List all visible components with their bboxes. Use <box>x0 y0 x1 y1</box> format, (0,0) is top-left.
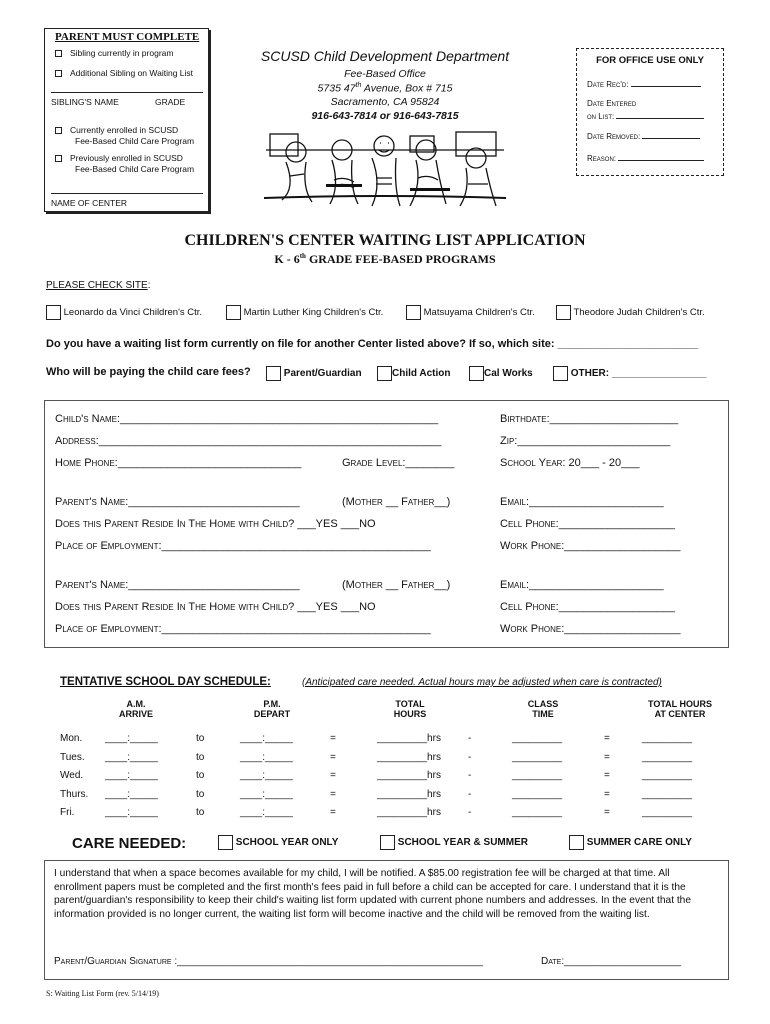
sibling-program-checkbox[interactable] <box>55 50 62 57</box>
arrive-time-field[interactable]: ____:_____ <box>105 733 158 744</box>
schedule-day-label: Wed. <box>60 770 84 781</box>
depart-time-field[interactable]: ____:_____ <box>240 751 293 763</box>
depart-time-field[interactable]: ____:_____ <box>240 788 293 800</box>
class-time-field[interactable]: _________ <box>512 733 563 744</box>
office-city: Sacramento, CA 95824 <box>330 95 440 108</box>
total-hours-field[interactable]: _________hrs <box>377 733 441 744</box>
divider <box>51 92 203 93</box>
zip-field[interactable]: Zip:_________________________ <box>500 435 671 447</box>
parent-1-name-field[interactable]: Parent's Name:____________________________ <box>55 496 300 508</box>
hours-at-center-field[interactable]: _________ <box>642 770 693 781</box>
minus-sign: - <box>468 788 472 800</box>
hours-at-center-field[interactable]: _________ <box>642 788 693 800</box>
payer-checkbox[interactable] <box>266 366 281 381</box>
schedule-title: TENTATIVE SCHOOL DAY SCHEDULE: <box>60 676 271 688</box>
currently-enrolled-label-2: Fee-Based Child Care Program <box>75 136 195 146</box>
site-checkbox[interactable] <box>226 305 241 320</box>
total-hours-field[interactable]: _________hrs <box>377 751 441 763</box>
care-option-summer-only[interactable]: SUMMER CARE ONLY <box>569 835 692 850</box>
hours-at-center-field[interactable]: _________ <box>642 733 693 744</box>
to-label: to <box>196 770 205 781</box>
payer-checkbox[interactable] <box>553 366 568 381</box>
arrive-time-field[interactable]: ____:_____ <box>105 770 158 781</box>
schedule-header-total-hours: TOTAL HOURS <box>393 699 427 719</box>
total-hours-field[interactable]: _________hrs <box>377 807 441 818</box>
waiting-list-question[interactable]: Do you have a waiting list form currently on file for another Center listed above? If so, which site: _______________________ <box>46 338 699 350</box>
payer-option-cal-works[interactable]: Cal Works <box>469 366 533 381</box>
parent-1-cell-field[interactable]: Cell Phone:___________________ <box>500 518 675 530</box>
equals-sign: = <box>604 751 610 763</box>
schedule-header-depart: P.M. DEPART <box>253 699 291 719</box>
date-entered-label: Date Entered <box>587 99 637 108</box>
site-option-matsuyama[interactable]: Matsuyama Children's Ctr. <box>406 305 535 320</box>
care-checkbox[interactable] <box>218 835 233 850</box>
schedule-day-label: Tues. <box>60 751 85 763</box>
parent-2-name-field[interactable]: Parent's Name:____________________________ <box>55 579 300 591</box>
class-time-field[interactable]: _________ <box>512 770 563 781</box>
page-title: CHILDREN'S CENTER WAITING LIST APPLICATION <box>184 232 586 249</box>
schedule-day-label: Fri. <box>60 807 75 818</box>
agreement-text: I understand that when a space becomes available for my child, I will be notified. A $85.00 registration fee will be charged at that time. All enrollment papers must be completed and the first month's fees paid in full before a child can be accepted for care. I understand that it is the parent/guardian's responsibility to keep their child's waiting list form updated with current phone numbers and addresses. In the event that the information provided is no longer current, the waiting list form will become inactive and the child will be removed from the waiting list. <box>54 868 692 920</box>
site-option-mlk[interactable]: Martin Luther King Children's Ctr. <box>226 305 383 320</box>
site-option-da-vinci[interactable]: Leonardo da Vinci Children's Ctr. <box>46 305 202 320</box>
site-checkbox[interactable] <box>46 305 61 320</box>
child-name-field[interactable]: Child's Name:____________________________________________________ <box>55 413 439 425</box>
payer-checkbox[interactable] <box>377 366 392 381</box>
office-use-title: FOR OFFICE USE ONLY <box>596 55 704 66</box>
form-revision-footer: S: Waiting List Form (rev. 5/14/19) <box>46 989 159 998</box>
currently-enrolled-checkbox[interactable] <box>55 127 62 134</box>
grade-label: GRADE <box>155 97 186 107</box>
children-illustration <box>260 128 510 212</box>
care-checkbox[interactable] <box>380 835 395 850</box>
equals-sign: = <box>604 807 610 818</box>
paying-question: Who will be paying the child care fees? <box>46 366 251 378</box>
equals-sign: = <box>604 770 610 781</box>
previously-enrolled-option[interactable]: Previously enrolled in SCUSD <box>55 153 183 163</box>
date-received-field[interactable]: Date Rec'd: <box>587 77 701 89</box>
school-year-field[interactable]: School Year: 20___ - 20___ <box>500 457 640 469</box>
schedule-day-label: Thurs. <box>60 788 89 800</box>
arrive-time-field[interactable]: ____:_____ <box>105 788 158 800</box>
department-header <box>230 48 540 122</box>
site-label: PLEASE CHECK SITE: <box>46 280 151 291</box>
parent-2-work-phone-field[interactable]: Work Phone:___________________ <box>500 623 681 635</box>
office-phone: 916-643-7814 or 916-643-7815 <box>311 109 459 122</box>
parent-2-reside-field[interactable]: Does this Parent Reside In The Home with Child? ___YES ___NO <box>55 601 376 613</box>
equals-sign: = <box>604 788 610 800</box>
class-time-field[interactable]: _________ <box>512 807 563 818</box>
name-of-center-label: NAME OF CENTER <box>51 198 128 208</box>
parent-2-cell-field[interactable]: Cell Phone:___________________ <box>500 601 675 613</box>
schedule-header-class-time: CLASS TIME <box>527 699 559 719</box>
schedule-header-total-at-center: TOTAL HOURS AT CENTER <box>647 699 712 719</box>
to-label: to <box>196 807 205 818</box>
schedule-header-arrive: A.M. ARRIVE <box>118 699 153 719</box>
to-label: to <box>196 733 205 744</box>
office-name: Fee-Based Office <box>344 68 426 80</box>
care-option-school-summer[interactable]: SCHOOL YEAR & SUMMER <box>380 835 528 850</box>
equals-sign: = <box>604 733 610 744</box>
reason-field[interactable]: Reason: <box>587 151 704 163</box>
previously-enrolled-checkbox[interactable] <box>55 155 62 162</box>
class-time-field[interactable]: _________ <box>512 751 563 763</box>
care-option-school-year[interactable]: SCHOOL YEAR ONLY <box>218 835 338 850</box>
minus-sign: - <box>468 733 472 744</box>
depart-time-field[interactable]: ____:_____ <box>240 807 293 818</box>
hours-at-center-field[interactable]: _________ <box>642 807 693 818</box>
site-option-theodore-judah[interactable]: Theodore Judah Children's Ctr. <box>556 305 705 320</box>
sibling-waiting-option[interactable]: Additional Sibling on Waiting List <box>55 68 193 78</box>
sibling-program-option[interactable]: Sibling currently in program <box>55 48 173 58</box>
office-address: 5735 47th Avenue, Box # 715 <box>317 82 453 95</box>
arrive-time-field[interactable]: ____:_____ <box>105 751 158 763</box>
to-label: to <box>196 788 205 800</box>
equals-sign: = <box>330 770 336 781</box>
divider <box>51 193 203 194</box>
home-phone-field[interactable]: Home Phone:______________________________ <box>55 457 302 469</box>
on-list-field[interactable]: on List: <box>587 109 704 121</box>
to-label: to <box>196 751 205 763</box>
parent-1-relation[interactable]: (Mother __ Father__) <box>342 496 451 508</box>
minus-sign: - <box>468 751 472 763</box>
equals-sign: = <box>330 751 336 763</box>
depart-time-field[interactable]: ____:_____ <box>240 770 293 781</box>
office-use-box <box>576 48 724 176</box>
currently-enrolled-option[interactable]: Currently enrolled in SCUSD <box>55 125 178 135</box>
total-hours-field[interactable]: _________hrs <box>377 788 441 800</box>
payer-option-other[interactable]: OTHER: _________________ <box>553 366 706 381</box>
payer-checkbox[interactable] <box>469 366 484 381</box>
parent-1-email-field[interactable]: Email:______________________ <box>500 496 664 508</box>
care-needed-label: CARE NEEDED: <box>72 835 187 852</box>
site-checkbox[interactable] <box>406 305 421 320</box>
payer-option-child-action[interactable]: Child Action <box>377 366 451 381</box>
total-hours-field[interactable]: _________hrs <box>377 770 441 781</box>
care-checkbox[interactable] <box>569 835 584 850</box>
equals-sign: = <box>330 788 336 800</box>
schedule-day-label: Mon. <box>60 733 83 744</box>
department-name: SCUSD Child Development Department <box>260 48 510 64</box>
parent-2-relation[interactable]: (Mother __ Father__) <box>342 579 451 591</box>
sibling-waiting-checkbox[interactable] <box>55 70 62 77</box>
birthdate-field[interactable]: Birthdate:_____________________ <box>500 413 679 425</box>
parent-signature-field[interactable]: Parent/Guardian Signature :_______________________________________________________ <box>54 956 483 967</box>
parent-1-reside-field[interactable]: Does this Parent Reside In The Home with Child? ___YES ___NO <box>55 518 376 530</box>
site-checkbox[interactable] <box>556 305 571 320</box>
minus-sign: - <box>468 770 472 781</box>
class-time-field[interactable]: _________ <box>512 788 563 800</box>
equals-sign: = <box>330 807 336 818</box>
schedule-note: (Anticipated care needed. Actual hours may be adjusted when care is contracted) <box>302 677 662 688</box>
parent-1-employment-field[interactable]: Place of Employment:____________________________________________ <box>55 540 431 552</box>
parent-2-employment-field[interactable]: Place of Employment:____________________________________________ <box>55 623 431 635</box>
grade-level-field[interactable]: Grade Level:________ <box>342 457 455 469</box>
equals-sign: = <box>330 733 336 744</box>
depart-time-field[interactable]: ____:_____ <box>240 733 293 744</box>
page-subtitle: K - 6th GRADE FEE-BASED PROGRAMS <box>274 252 496 266</box>
address-field[interactable]: Address:________________________________________________________ <box>55 435 442 447</box>
parent-must-complete-box <box>44 28 209 212</box>
minus-sign: - <box>468 807 472 818</box>
hours-at-center-field[interactable]: _________ <box>642 751 693 763</box>
signature-date-field[interactable]: Date:_____________________ <box>541 956 681 967</box>
parent-box-title: PARENT MUST COMPLETE <box>55 31 200 43</box>
sibling-name-label: SIBLING'S NAME <box>51 97 119 107</box>
parent-1-work-phone-field[interactable]: Work Phone:___________________ <box>500 540 681 552</box>
payer-option-parent[interactable]: Parent/Guardian <box>266 366 362 381</box>
date-removed-field[interactable]: Date Removed: <box>587 129 700 141</box>
parent-2-email-field[interactable]: Email:______________________ <box>500 579 664 591</box>
previously-enrolled-label-2: Fee-Based Child Care Program <box>75 164 195 174</box>
arrive-time-field[interactable]: ____:_____ <box>105 807 158 818</box>
